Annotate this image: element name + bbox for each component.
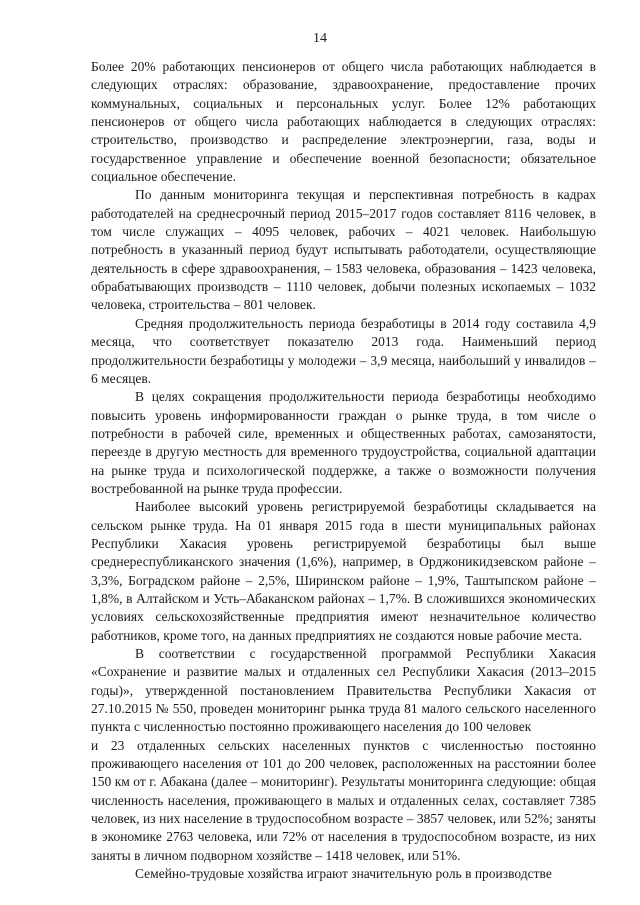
paragraph-staffing-needs: По данным мониторинга текущая и перспективная потребность в кадрах работодателей на среднесрочный период 2015–2017 годов составляет 8116 человек, в том числе служащих – 4095 человек, рабочих – 4021 человек. Наибольшую потребность в указанный период будут испытывать работодатели, осуществляющие деятельность в сфере здравоохранения, – 1583 человека, образования – 1423 человека, обрабатывающих производств – 1110 человек, добычи полезных ископаемых – 1032 человека, строительства – 801 человек. <box>91 187 596 313</box>
paragraph-rural-unemployment: Наиболее высокий уровень регистрируемой безработицы складывается на сельском рынке труда. На 01 января 2015 года в шести муниципальных районах Республики Хакасия уровень регистрируемой безработицы был выше среднереспубликанского значения (1,6%), например, в Орджоникидзевском районе – 3,3%, Боградском районе – 2,5%, Ширинском районе – 1,9%, Таштыпском районе – 1,8%, в Алтайском и Усть–Абаканском районах – 1,7%. В сложившихся экономических условиях сельскохозяйственные предприятия имеют незначительное количество работников, кроме того, на данных предприятиях не создаются новые рабочие места. <box>91 499 596 643</box>
paragraph-family-farms: Семейно-трудовые хозяйства играют значительную роль в производстве <box>135 866 552 882</box>
paragraph-pensioners: Более 20% работающих пенсионеров от общего числа работающих наблюдается в следующих отраслях: образование, здравоохранение, предоставление прочих коммунальных, социальных и персональных услуг. Более 12% работающих пенсионеров от общего числа работающих наблюдается в следующих отраслях: строительство, производство и распределение электроэнергии, газа, воды и государственное управление и обеспечение военной безопасности; обязательное социальное обеспечение. <box>91 59 596 185</box>
paragraph-state-program: В соответствии с государственной программой Республики Хакасия «Сохранение и развитие малых и отдаленных сел Республики Хакасия (2013–2015 годы)», утвержденной постановлением Правительства Республики Хакасия от 27.10.2015 № 550, проведен мониторинг рынка труда 81 малого сельского населенного пункта с численностью постоянно проживающего населения до 100 человек <box>91 646 596 735</box>
paragraph-unemployment-duration: Средняя продолжительность периода безработицы в 2014 году составила 4,9 месяца, что соответствует показателю 2013 года. Наименьший период продолжительности безработицы у молодежи – 3,9 месяца, наибольший у инвалидов – 6 месяцев. <box>91 315 596 386</box>
paragraph-monitoring-results: и 23 отдаленных сельских населенных пунктов с численностью постоянно проживающего населения от 101 до 200 человек, расположенных на расстоянии более 150 км от г. Абакана (далее – мониторинг). Результаты мониторинга следующие: общая численность населения, проживающего в малых и отдаленных селах, составляет 7385 человек, из них население в трудоспособном возрасте – 3857 человек, или 52%; заняты в экономике 2763 человека, или 72% от населения в трудоспособном возрасте, из них заняты в личном подворном хозяйстве – 1418 человек, или 51%. <box>91 737 596 863</box>
page-number: 14 <box>313 31 327 46</box>
document-body <box>91 58 596 883</box>
paragraph-reduction-measures: В целях сокращения продолжительности периода безработицы необходимо повысить уровень информированности граждан о рынке труда, в том числе о потребности в рабочей силе, временных и общественных работах, самозанятости, переезде в другую местность для временного трудоустройства, социальной адаптации на рынке труда и психологической поддержке, а также о возможности получения востребованной на рынке труда профессии. <box>91 389 596 496</box>
